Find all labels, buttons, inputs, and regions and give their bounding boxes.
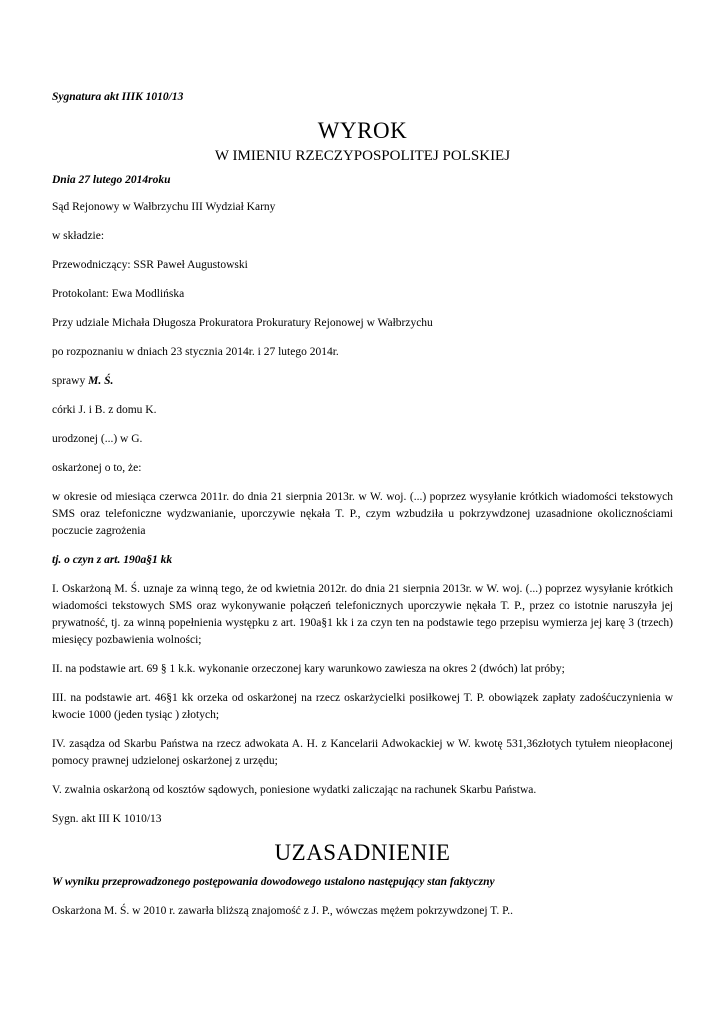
verdict-point-2: II. na podstawie art. 69 § 1 k.k. wykonanie orzeczonej kary warunkowo zawiesza na okres 2 (dwóch) lat próby; [52, 663, 565, 675]
case-signature: Sygnatura akt IIIK 1010/13 [52, 91, 184, 103]
prosecutor-line: Przy udziale Michała Długosza Prokuratora Prokuratury Rejonowej w Wałbrzychu [52, 317, 433, 329]
presiding-judge: Przewodniczący: SSR Paweł Augustowski [52, 259, 248, 271]
defendant-parents: córki J. i B. z domu K. [52, 404, 157, 416]
justification-title: UZASADNIENIE [274, 840, 451, 865]
defendant-birthplace: urodzonej (...) w G. [52, 433, 143, 445]
composition-label: w składzie: [52, 230, 105, 242]
case-of-line [52, 373, 673, 390]
charge-description: w okresie od miesiąca czerwca 2011r. do dnia 21 sierpnia 2013r. w W. woj. (...) poprzez wysyłanie krótkich wiadomości tekstowych SMS oraz telefoniczne wydzwanianie, uporczywie nękała T. P., czym wzbudziła u pokrzywdzonej uzasadnione okolicznościami poczucie zagrożenia [52, 491, 673, 537]
verdict-point-1: I. Oskarżoną M. Ś. uznaje za winną tego, że od kwietnia 2012r. do dnia 21 sierpnia 2013r. w W. woj. (...) poprzez wysyłanie krótkich wiadomości tekstowych SMS oraz wykonywanie połączeń telefonicznych uporczywie nękała T. P., przez co istotnie naruszyła jej prywatność, tj. za winną popełnienia występku z art. 190a§1 kk i za czyn ten na podstawie tego przepisu wymierza jej karę 3 (trzech) miesięcy pozbawienia wolności; [52, 583, 673, 646]
verdict-point-5: V. zwalnia oskarżoną od kosztów sądowych, poniesione wydatki zaliczając na rachunek Skarbu Państwa. [52, 784, 537, 796]
verdict-point-3: III. na podstawie art. 46§1 kk orzeka od oskarżonej na rzecz oskarżycielki posiłkowej T. P. obowiązek zapłaty zadośćuczynienia w kwocie 1000 (jeden tysiąc ) złotych; [52, 692, 673, 721]
verdict-subtitle: W IMIENIU RZECZYPOSPOLITEJ POLSKIEJ [214, 148, 511, 164]
legal-article: tj. o czyn z art. 190a§1 kk [52, 554, 173, 566]
case-signature-repeat: Sygn. akt III K 1010/13 [52, 813, 162, 825]
verdict-point-4: IV. zasądza od Skarbu Państwa na rzecz adwokata A. H. z Kancelarii Adwokackiej w W. kwotę 531,36złotych tytułem nieopłaconej pomocy prawnej udzielonej oskarżonej z urzędu; [52, 738, 673, 767]
justification-paragraph: Oskarżona M. Ś. w 2010 r. zawarła bliższą znajomość z J. P., wówczas mężem pokrzywdzonej T. P.. [52, 905, 514, 917]
charged-label: oskarżonej o to, że: [52, 462, 142, 474]
court-clerk: Protokolant: Ewa Modlińska [52, 288, 185, 300]
defendant-name: M. Ś. [88, 375, 114, 387]
justification-intro: W wyniku przeprowadzonego postępowania dowodowego ustalono następujący stan faktyczny [52, 876, 495, 888]
hearing-dates: po rozpoznaniu w dniach 23 stycznia 2014r. i 27 lutego 2014r. [52, 346, 339, 358]
court-name: Sąd Rejonowy w Wałbrzychu III Wydział Karny [52, 201, 276, 213]
verdict-date: Dnia 27 lutego 2014roku [52, 174, 171, 186]
verdict-title: WYROK [317, 118, 408, 143]
case-of-label: sprawy [52, 375, 86, 387]
